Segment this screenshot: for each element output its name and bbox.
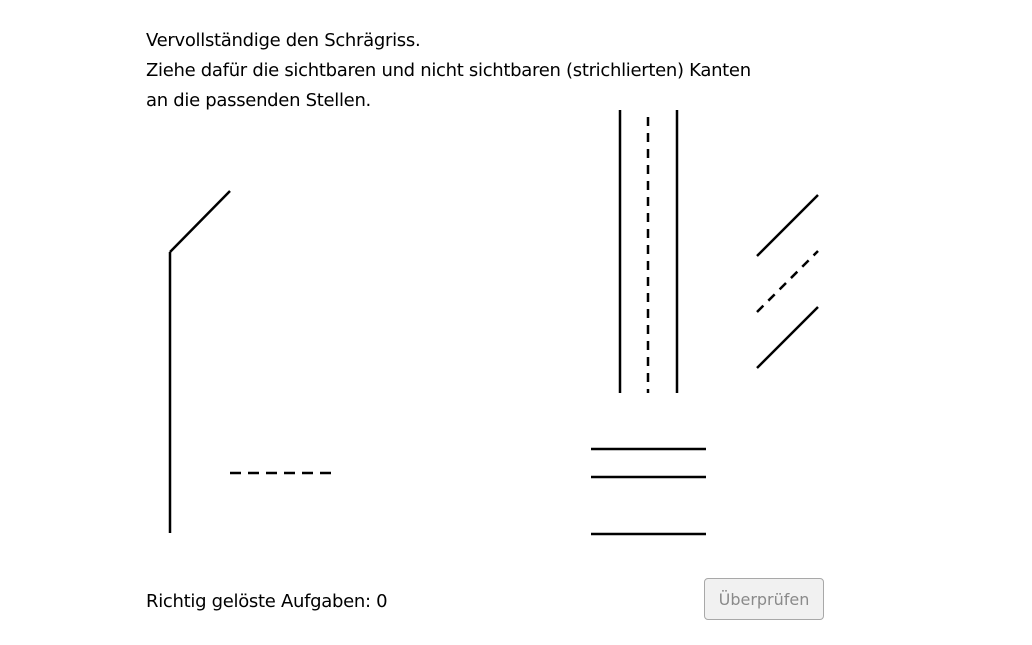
check-button[interactable]: Überprüfen <box>704 578 824 620</box>
draggable-oblique-edge-solid[interactable] <box>757 307 818 368</box>
instruction-line-1: Vervollständige den Schrägriss. <box>146 30 421 51</box>
solved-tasks-counter: Richtig gelöste Aufgaben: 0 <box>146 591 388 612</box>
instruction-line-3: an die passenden Stellen. <box>146 90 371 111</box>
draggable-oblique-edge-dashed[interactable] <box>757 251 818 312</box>
instruction-line-2: Ziehe dafür die sichtbaren und nicht sichtbaren (strichlierten) Kanten <box>146 60 751 81</box>
fixed-figure <box>170 191 336 533</box>
fixed-oblique-edge <box>170 191 230 252</box>
draggable-oblique-edge-solid[interactable] <box>757 195 818 256</box>
